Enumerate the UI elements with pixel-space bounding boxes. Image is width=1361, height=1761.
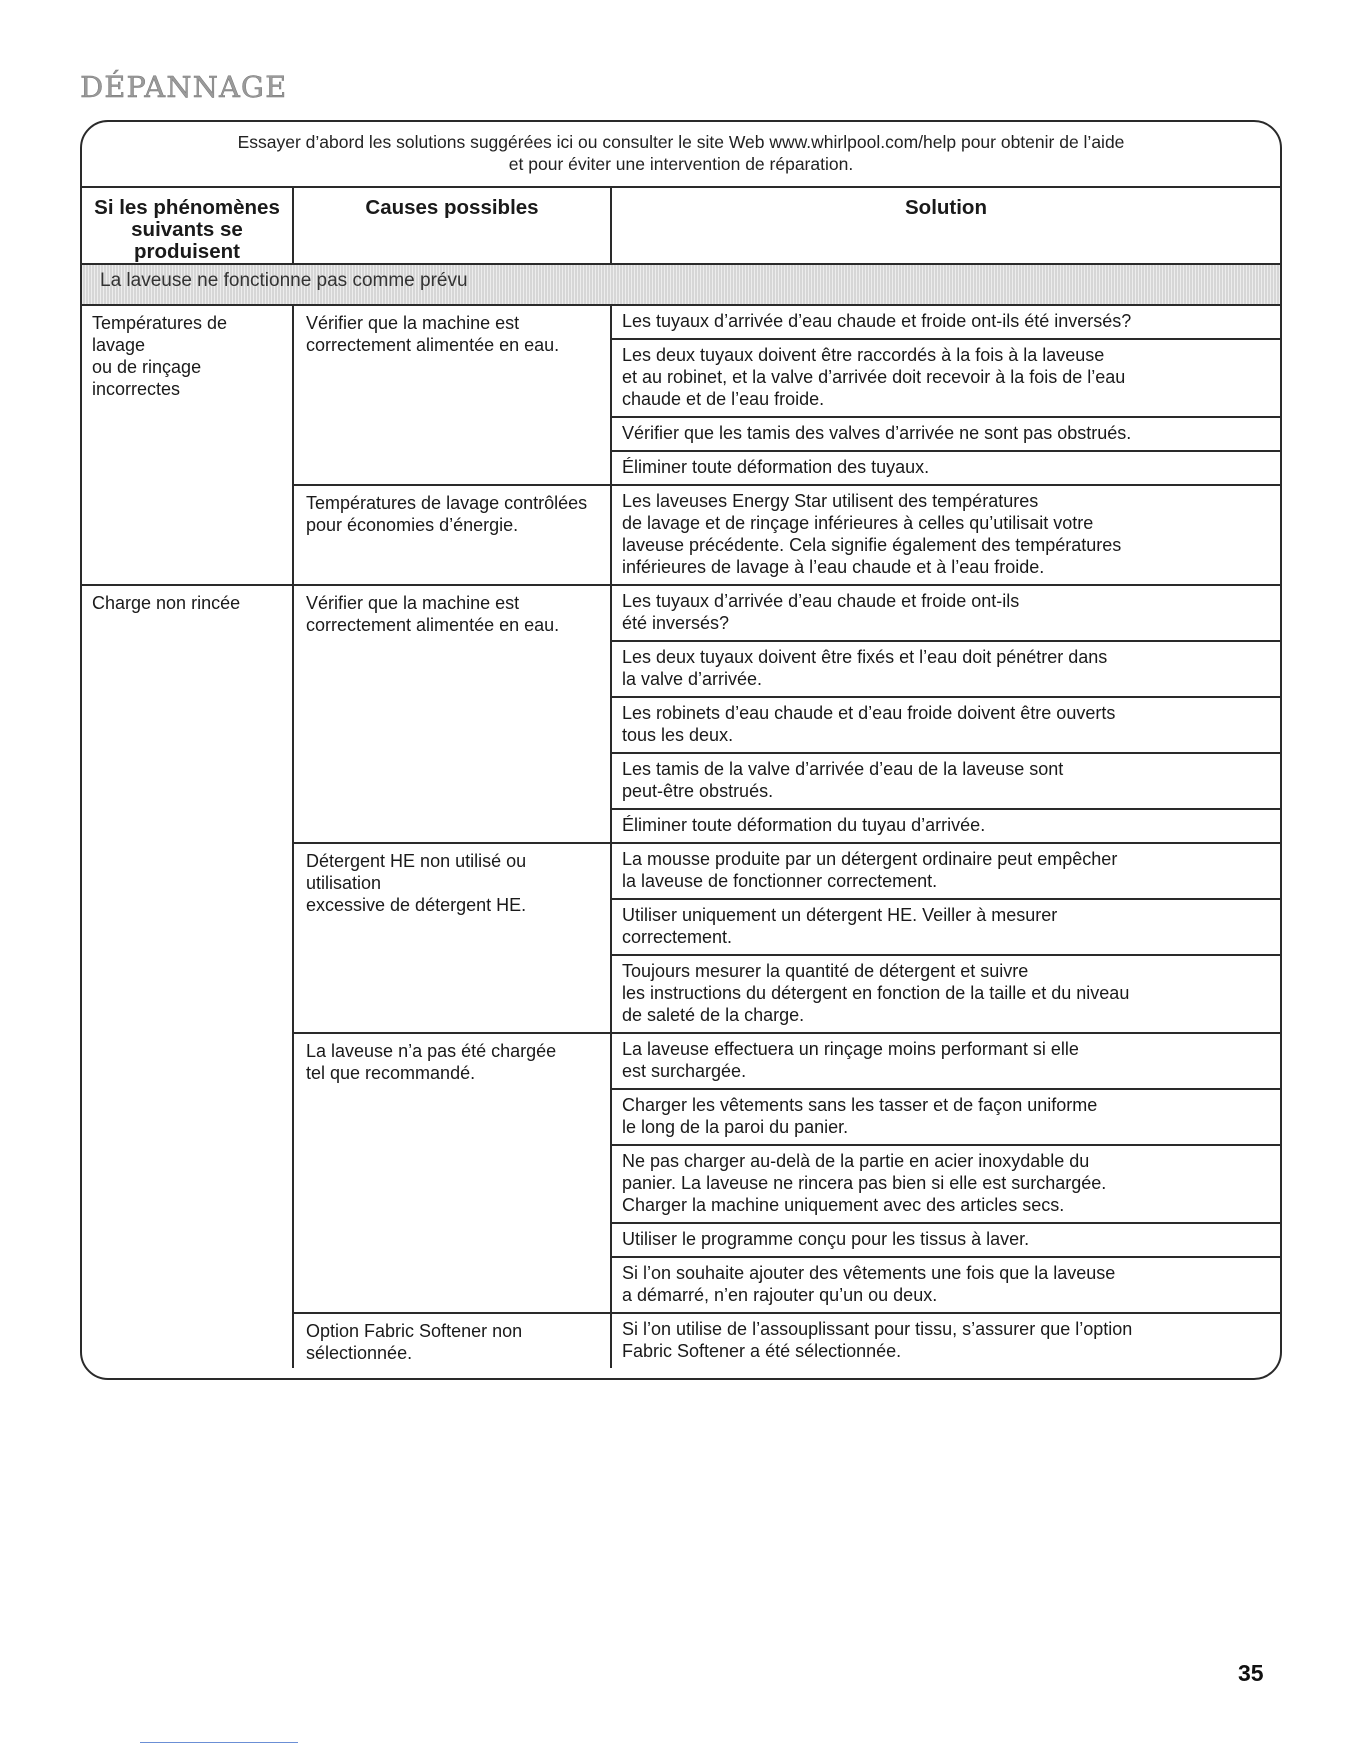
- header-solution: Solution: [611, 187, 1280, 264]
- header-symptom: [82, 187, 293, 264]
- cause-cell: La laveuse n’a pas été chargée tel que recommandé.: [293, 1033, 611, 1313]
- solution-cell: Les tuyaux d’arrivée d’eau chaude et froide ont-ils été inversés?: [611, 585, 1280, 641]
- table-row: [82, 305, 1280, 339]
- header-symptom-line-1: Si les phénomènes: [94, 196, 280, 219]
- section-row: [82, 264, 1280, 305]
- table-body: [82, 264, 1280, 1368]
- table-header-row: [82, 187, 1280, 264]
- solution-cell: Charger les vêtements sans les tasser et de façon uniforme le long de la paroi du panier.: [611, 1089, 1280, 1145]
- cause-cell: Option Fabric Softener non sélectionnée.: [293, 1313, 611, 1368]
- solution-cell: Toujours mesurer la quantité de détergent et suivre les instructions du détergent en fonction de la taille et du niveau de saleté de la charge.: [611, 955, 1280, 1033]
- cause-cell: Vérifier que la machine est correctement alimentée en eau.: [293, 585, 611, 843]
- cause-cell: Vérifier que la machine est correctement alimentée en eau.: [293, 305, 611, 485]
- solution-cell: Si l’on souhaite ajouter des vêtements une fois que la laveuse a démarré, n’en rajouter qu’un ou deux.: [611, 1257, 1280, 1313]
- solution-cell: Si l’on utilise de l’assouplissant pour tissu, s’assurer que l’option Fabric Softener a été sélectionnée.: [611, 1313, 1280, 1368]
- solution-cell: Éliminer toute déformation des tuyaux.: [611, 451, 1280, 485]
- troubleshooting-table: [82, 186, 1280, 1368]
- solution-cell: Utiliser le programme conçu pour les tissus à laver.: [611, 1223, 1280, 1257]
- symptom-cell: Charge non rincée: [82, 585, 293, 1368]
- header-symptom-line-2: suivants se produisent: [131, 218, 243, 263]
- section-title: La laveuse ne fonctionne pas comme prévu: [82, 264, 1280, 305]
- solution-cell: Éliminer toute déformation du tuyau d’arrivée.: [611, 809, 1280, 843]
- intro-line-2: et pour éviter une intervention de réparation.: [508, 154, 854, 174]
- intro-line-1: Essayer d’abord les solutions suggérées ici ou consulter le site Web www.whirlpool.com/help pour obtenir de l’aide: [237, 132, 1125, 152]
- solution-cell: Utiliser uniquement un détergent HE. Veiller à mesurer correctement.: [611, 899, 1280, 955]
- solution-cell: La mousse produite par un détergent ordinaire peut empêcher la laveuse de fonctionner correctement.: [611, 843, 1280, 899]
- solution-cell: Ne pas charger au-delà de la partie en acier inoxydable du panier. La laveuse ne rincera pas bien si elle est surchargée. Charger la machine uniquement avec des articles secs.: [611, 1145, 1280, 1223]
- symptom-cell: Températures de lavage ou de rinçage incorrectes: [82, 305, 293, 585]
- solution-cell: Les laveuses Energy Star utilisent des températures de lavage et de rinçage inférieures à celles qu’utilisait votre laveuse précédente. Cela signifie également des températures inférieures de lavage à l’eau chaude et à l’eau froide.: [611, 485, 1280, 585]
- intro-text: [82, 131, 1280, 175]
- solution-cell: Vérifier que les tamis des valves d’arrivée ne sont pas obstrués.: [611, 417, 1280, 451]
- cause-cell: Détergent HE non utilisé ou utilisation excessive de détergent HE.: [293, 843, 611, 1033]
- solution-cell: La laveuse effectuera un rinçage moins performant si elle est surchargée.: [611, 1033, 1280, 1089]
- solution-cell: Les tamis de la valve d’arrivée d’eau de la laveuse sont peut-être obstrués.: [611, 753, 1280, 809]
- page-title: DÉPANNAGE: [80, 70, 288, 104]
- footer-rule: [140, 1742, 298, 1743]
- cause-cell: Températures de lavage contrôlées pour économies d’énergie.: [293, 485, 611, 585]
- page-number: 35: [1238, 1660, 1264, 1686]
- header-causes: Causes possibles: [293, 187, 611, 264]
- solution-cell: Les deux tuyaux doivent être fixés et l’eau doit pénétrer dans la valve d’arrivée.: [611, 641, 1280, 697]
- solution-cell: Les tuyaux d’arrivée d’eau chaude et froide ont-ils été inversés?: [622, 311, 1132, 331]
- solution-cell: Les robinets d’eau chaude et d’eau froide doivent être ouverts tous les deux.: [611, 697, 1280, 753]
- table-row: [82, 585, 1280, 641]
- solution-cell: Les deux tuyaux doivent être raccordés à la fois à la laveuse et au robinet, et la valve d’arrivée doit recevoir à la fois de l’eau chaude et de l’eau froide.: [611, 339, 1280, 417]
